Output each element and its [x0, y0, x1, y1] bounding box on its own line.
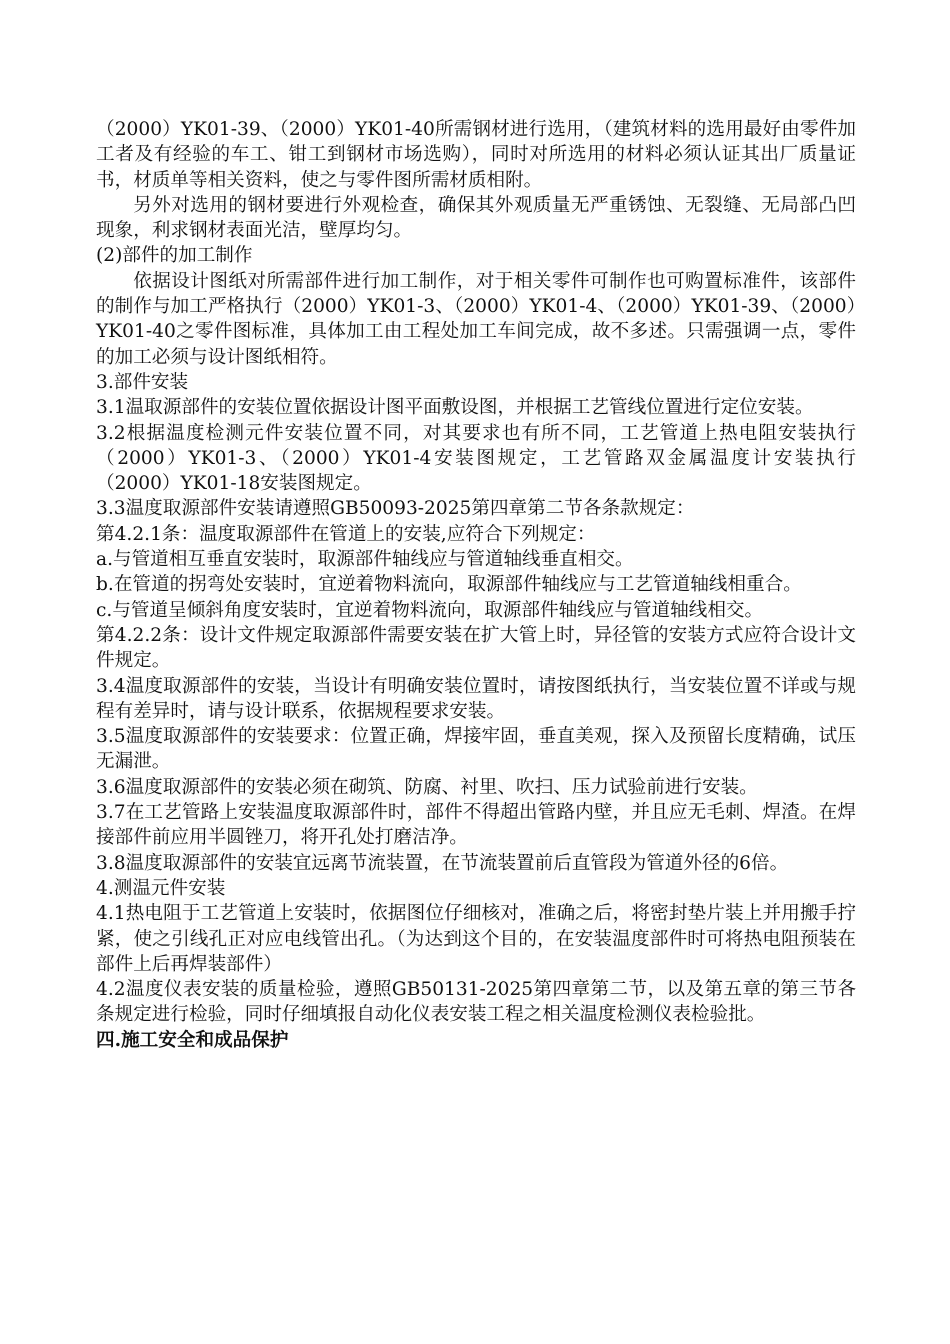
paragraph-3-2: 3.2根据温度检测元件安装位置不同，对其要求也有所不同，工艺管道上热电阻安装执行（2000）YK01-3、（2000）YK01-4安装图规定，工艺管路双金属温度计安装执行（2000）YK01-18安装图规定。: [96, 422, 856, 495]
paragraph-4-1: 4.1热电阻于工艺管道上安装时，依据图位仔细核对，准确之后，将密封垫片装上并用搬手拧紧，使之引线孔正对应电线管出孔。（为达到这个目的，在安装温度部件时可将热电阻预装在部件上后再焊装部件）: [96, 903, 856, 975]
paragraph-item-b: b.在管道的拐弯处安装时，宜逆着物料流向，取源部件轴线应与工艺管道轴线相重合。: [96, 574, 802, 596]
section-heading-safety: 四.施工安全和成品保护: [96, 1029, 289, 1051]
paragraph-3-7: 3.7在工艺管路上安装温度取源部件时，部件不得超出管路内壁，并且应无毛刺、焊渣。在焊接部件前应用半圆锉刀，将开孔处打磨洁净。: [96, 802, 856, 849]
document-body: [96, 117, 856, 1053]
paragraph-item-c: c.与管道呈倾斜角度安装时，宜逆着物料流向，取源部件轴线应与管道轴线相交。: [96, 599, 764, 621]
paragraph-3-3: 3.3温度取源部件安装请遵照GB50093-2025第四章第二节各条款规定：: [96, 498, 695, 520]
subheading-sensor-installation: 4.测温元件安装: [96, 877, 226, 899]
paragraph-article-4-2-1: 第4.2.1条：温度取源部件在管道上的安装,应符合下列规定：: [96, 523, 596, 545]
paragraph-visual-inspection: 另外对选用的钢材要进行外观检查，确保其外观质量无严重锈蚀、无裂缝、无局部凸凹现象，利求钢材表面光洁，壁厚均匀。: [96, 194, 856, 242]
paragraph-article-4-2-2: 第4.2.2条：设计文件规定取源部件需要安装在扩大管上时，异径管的安装方式应符合设计文件规定。: [96, 624, 856, 672]
paragraph-3-8: 3.8温度取源部件的安装宜远离节流装置，在节流装置前后直管段为管道外径的6倍。: [96, 852, 789, 874]
paragraph-material-selection: （2000）YK01-39、（2000）YK01-40所需钢材进行选用，（建筑材料的选用最好由零件加工者及有经验的车工、钳工到钢材市场选购），同时对所选用的材料必须认证其出厂质量证书，材质单等相关资料，使之与零件图所需材质相附。: [96, 119, 856, 191]
paragraph-3-6: 3.6温度取源部件的安装必须在砌筑、防腐、衬里、吹扫、压力试验前进行安装。: [96, 776, 758, 798]
paragraph-part-fabrication: 依据设计图纸对所需部件进行加工制作，对于相关零件可制作也可购置标准件，该部件的制作与加工严格执行（2000）YK01-3、（2000）YK01-4、（2000）YK01-39、（2000）YK01-40之零件图标准，具体加工由工程处加工车间完成，故不多述。只需强调一点，零件的加工必须与设计图纸相符。: [96, 270, 856, 368]
paragraph-3-1: 3.1温取源部件的安装位置依据设计图平面敷设图，并根据工艺管线位置进行定位安装。: [96, 397, 814, 419]
paragraph-item-a: a.与管道相互垂直安装时，取源部件轴线应与管道轴线垂直相交。: [96, 549, 634, 571]
subheading-part-fabrication: (2)部件的加工制作: [96, 245, 253, 267]
paragraph-4-2: 4.2温度仪表安装的质量检验，遵照GB50131-2025第四章第二节，以及第五章的第三节各条规定进行检验，同时仔细填报自动化仪表安装工程之相关温度检测仪表检验批。: [96, 979, 856, 1026]
paragraph-3-5: 3.5温度取源部件的安装要求：位置正确，焊接牢固，垂直美观，探入及预留长度精确，试压无漏泄。: [96, 726, 856, 773]
paragraph-3-4: 3.4温度取源部件的安装，当设计有明确安装位置时，请按图纸执行，当安装位置不详或与规程有差异时，请与设计联系，依据规程要求安装。: [96, 675, 856, 722]
subheading-part-installation: 3.部件安装: [96, 371, 189, 393]
